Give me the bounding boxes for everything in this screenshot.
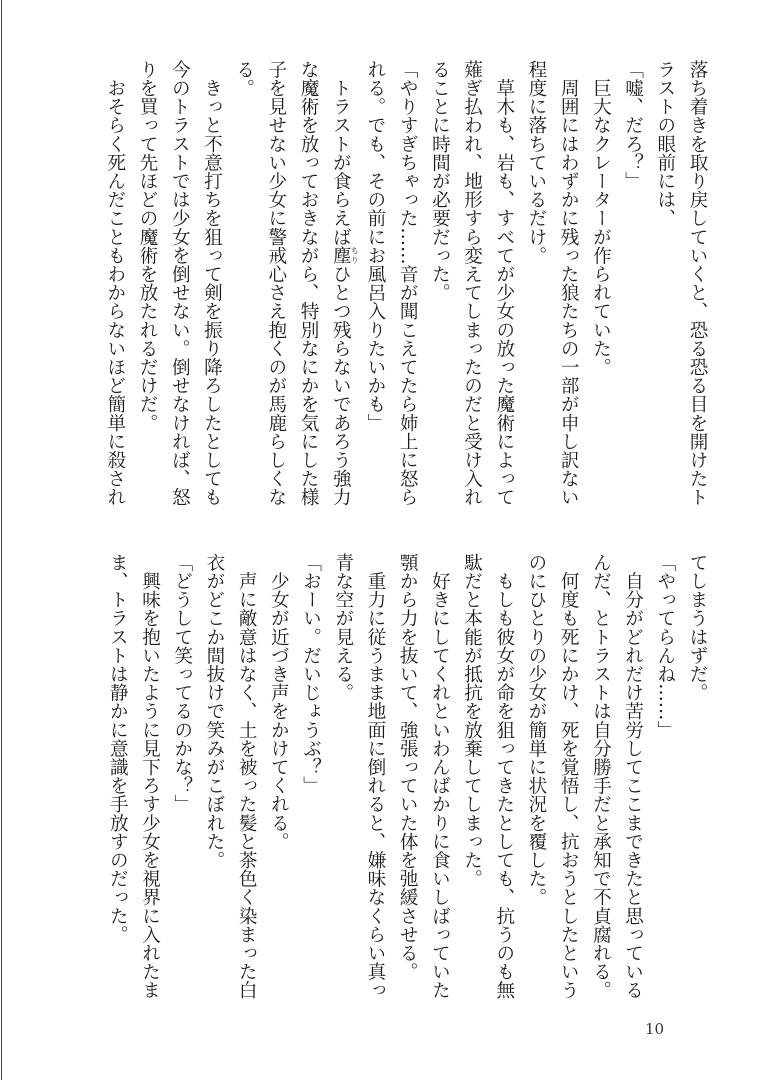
ruby-word (330, 246, 360, 265)
text-line: 子を見せない少女に警戒心さえ抱くのが馬鹿らしくな (265, 60, 287, 507)
text-line: もしも彼女が命を狙ってきたとしても、抗うのも無 (493, 553, 515, 1000)
text-line-with-ruby (324, 60, 359, 512)
text-line: ま、トラストは静かに意識を手放すのだった。 (107, 553, 129, 944)
text-line: 今のトラストでは少女を倒せない。倒せなければ、怒 (169, 60, 191, 507)
ruby-base: 塵 (330, 246, 352, 265)
text-line: 何度も死にかけ、死を覚悟し、抗おうとしたという (558, 553, 580, 1000)
text-line: 周囲にはわずかに残った狼たちの一部が申し訳ない (558, 60, 580, 507)
ruby-reading: ちり (350, 246, 360, 265)
text-line: 「やりすぎちゃった……音が聞こえてたら姉上に怒ら (397, 60, 419, 507)
text-line: 興味を抱いたように見下ろす少女を視界に入れたま (139, 553, 161, 1000)
text-line: おそらく死んだこともわからないほど簡単に殺され (104, 60, 126, 507)
page-edge-line (1, 0, 2, 1080)
text-line: 好きにしてくれといわんばかりに食いしばっていた (429, 553, 451, 1000)
text-line: な魔術を放っておきながら、特別なにかを気にした様 (298, 60, 320, 507)
text-segment: トラストが食らえば (330, 60, 352, 246)
text-line: 「どうして笑ってるのかな？」 (171, 553, 193, 814)
text-line: 重力に従うまま地面に倒れると、嫌味なくらい真っ (364, 553, 386, 1000)
text-line: 草木も、岩も、すべてが少女の放った魔術によって (493, 60, 515, 507)
text-line: てしまうはずだ。 (687, 553, 708, 702)
text-line: りを買って先ほどの魔術を放たれるだけだ。 (137, 60, 159, 432)
text-line: きっと不意打ちを狙って剣を振り降ろしたとしても (201, 60, 223, 507)
text-line: 落ち着きを取り戻していくと、恐る恐る目を開けたト (687, 60, 708, 507)
text-line: んだ、とトラストは自分勝手だと承知で不貞腐れる。 (590, 553, 612, 1000)
text-line: 少女が近づき声をかけてくれる。 (268, 553, 290, 851)
text-segment: ひとつ残らないであろう強力 (330, 264, 352, 507)
text-line: 「おーい。だいじょうぶ？」 (300, 553, 322, 795)
text-line: ラストの眼前には、 (654, 60, 676, 228)
text-line: 青な空が見える。 (332, 553, 354, 702)
text-line: 顎から力を抜いて、強張っていた体を弛緩させる。 (397, 553, 419, 981)
text-line: のにひとりの少女が簡単に状況を覆した。 (525, 553, 547, 907)
text-line: 巨大なクレーターが作られていた。 (590, 60, 612, 377)
text-block-lower (101, 553, 713, 1005)
text-block-upper (99, 60, 713, 512)
text-line: 衣がどこか間抜けで笑みがこぼれた。 (203, 553, 225, 870)
text-line: れる。でも、その前にお風呂入りたいかも」 (364, 60, 386, 432)
text-line: 薙ぎ払われ、地形すら変えてしまったのだと受け入れ (461, 60, 483, 507)
text-line: る。 (233, 60, 255, 98)
text-line: 程度に落ちているだけ。 (525, 60, 547, 265)
text-line: 声に敵意はなく、土を被った髪と茶色く染まった白 (236, 553, 258, 1000)
text-line: 「やってらんね……」 (654, 553, 676, 739)
text-line: ることに時間が必要だった。 (429, 60, 451, 302)
text-line: 「嘘、だろ？」 (622, 60, 644, 191)
text-line: 自分がどれだけ苦労してここまできたと思っている (622, 553, 644, 1000)
page-number: 10 (645, 1020, 665, 1038)
text-line: 駄だと本能が抵抗を放棄してしまった。 (461, 553, 483, 888)
